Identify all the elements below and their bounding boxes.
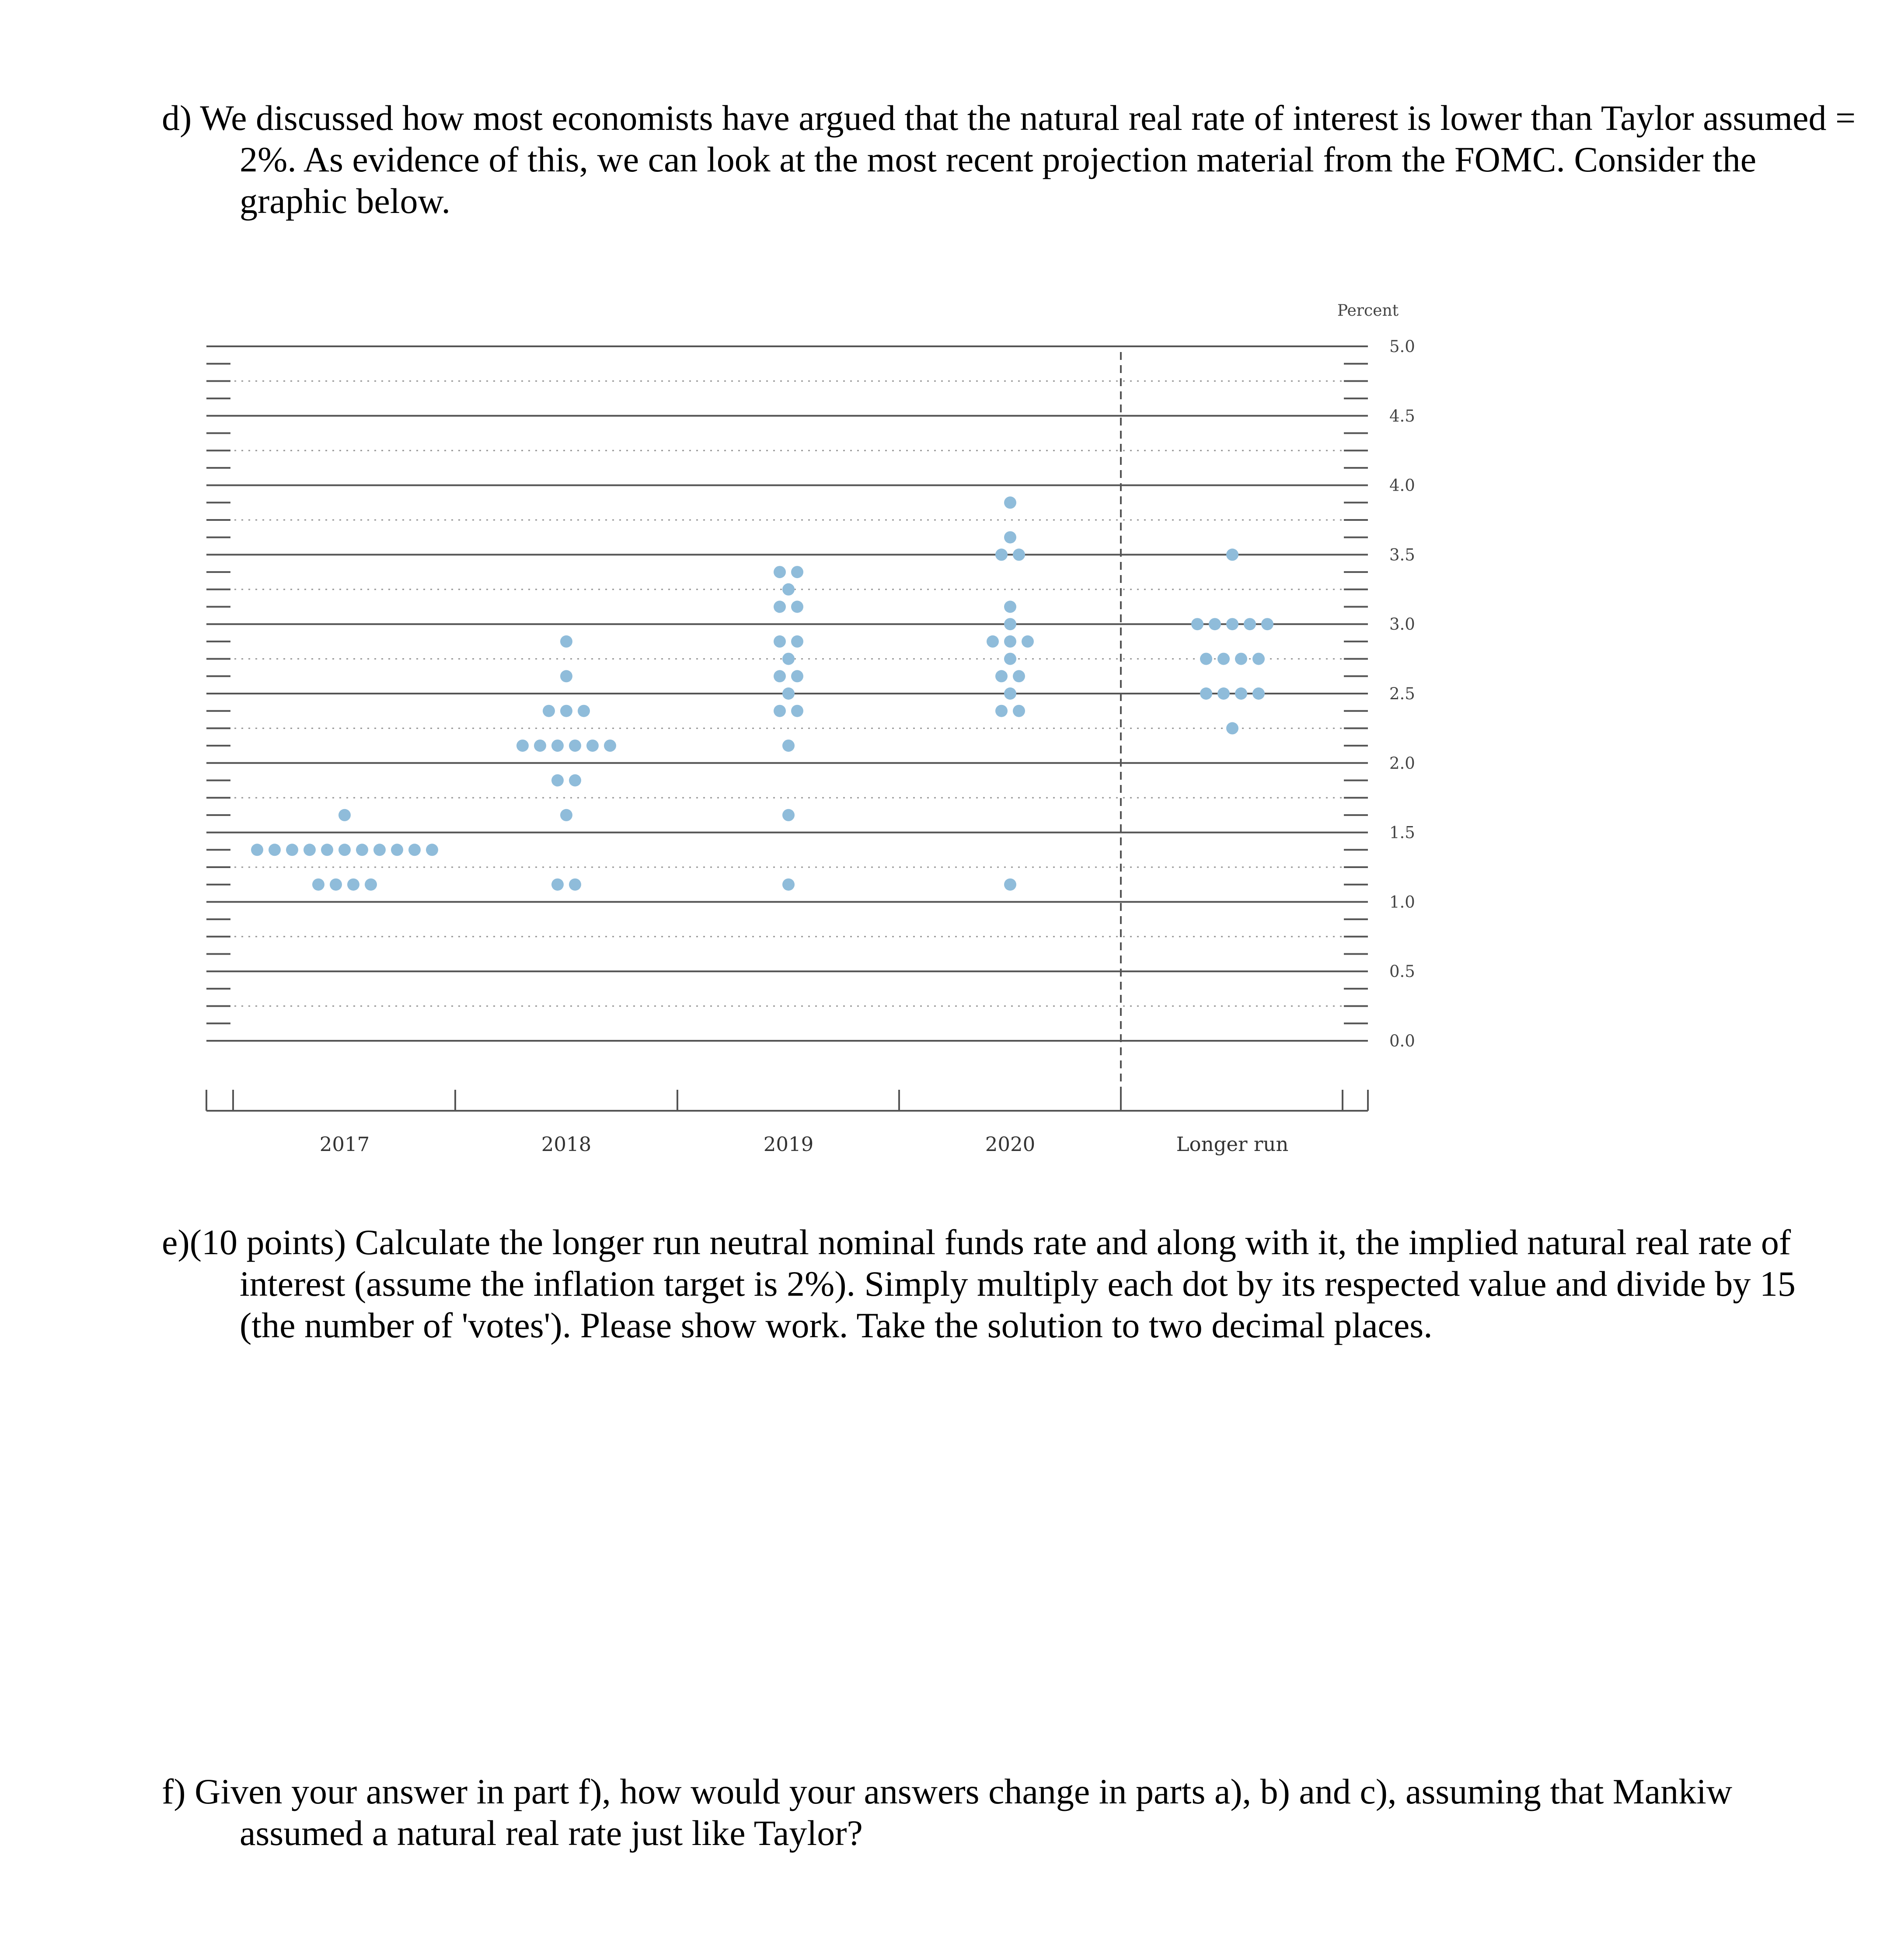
y-tick-label: 1.0 [1389,893,1415,912]
dot [782,653,795,665]
dot [791,635,803,648]
dot [791,601,803,613]
dot [356,844,368,856]
dot [303,844,316,856]
dot [569,774,581,787]
x-category-label: 2020 [985,1133,1036,1156]
dot [269,844,281,856]
y-tick-label: 1.5 [1389,823,1415,842]
dot [251,844,263,856]
x-category-label: 2018 [541,1133,592,1156]
dot [534,739,546,752]
dot [782,687,795,700]
dot [1004,496,1016,509]
dot [1004,653,1016,665]
dot [586,739,599,752]
x-category-label: 2017 [319,1133,370,1156]
dot [995,548,1008,561]
dot [782,583,795,596]
x-category-labels [320,1133,1289,1156]
y-tick-label: 0.0 [1389,1032,1415,1050]
dot [426,844,438,856]
dot [1004,531,1016,544]
y-tick-label: 4.5 [1389,406,1415,425]
question-d: d) We discussed how most economists have argued that the natural real rate of interest is lower than Taylor assumed = 2%. As evidence of this, we can look at the most recent projection material from the FOMC. Consider the graphic below. [162,98,1856,221]
dot [987,635,999,648]
y-tick-label: 4.0 [1389,476,1415,495]
dot [1013,548,1025,561]
x-axis [206,1090,1368,1111]
dot [1252,653,1265,665]
dot [330,879,342,891]
dot [1004,618,1016,630]
dot [1004,879,1016,891]
dot [569,739,581,752]
dot [391,844,403,856]
y-axis-unit-label: Percent [1337,302,1399,320]
dot [782,809,795,821]
x-category-label: Longer run [1176,1133,1289,1156]
dot [774,601,786,613]
dot [1226,722,1238,734]
dot [995,705,1008,717]
dot [1235,687,1247,700]
y-tick-label: 3.5 [1389,545,1415,565]
dot [543,705,555,717]
dot [551,774,564,787]
y-tick-label: 2.0 [1389,753,1415,773]
dot [1244,618,1256,630]
dot [1004,601,1016,613]
dot [774,705,786,717]
dot [1217,687,1230,700]
dot [1226,548,1238,561]
dot [1004,687,1016,700]
dot [312,879,324,891]
dot [1013,670,1025,682]
dot [578,705,590,717]
dot [1226,618,1238,630]
dot [373,844,386,856]
dot [995,670,1008,682]
dot [516,739,529,752]
dot [1200,687,1212,700]
dot [1200,653,1212,665]
dot [551,739,564,752]
x-category-label: 2019 [763,1133,814,1156]
dot [560,635,572,648]
dot [338,844,351,856]
y-tick-label: 0.5 [1389,962,1415,981]
dot [365,879,377,891]
dot [791,670,803,682]
y-tick-label: 3.0 [1389,615,1415,634]
dot [321,844,333,856]
dot [338,809,351,821]
question-f: f) Given your answer in part f), how would your answers change in parts a), b) and c), assuming that Mankiw assumed a natural real rate just like Taylor? [162,1772,1733,1853]
dot [791,566,803,578]
dot [347,879,359,891]
dot [782,739,795,752]
dot [1013,705,1025,717]
dot [774,635,786,648]
dot [560,705,572,717]
y-tick-label: 5.0 [1389,337,1415,356]
dot [774,566,786,578]
dot [774,670,786,682]
dot [569,879,581,891]
question-e: e)(10 points) Calculate the longer run neutral nominal funds rate and along with it, the implied natural real rate of interest (assume the inflation target is 2%). Simply multiply each dot by its respected value and divide by 15 (the number of 'votes'). Please show work. Take the solution to two decimal places. [162,1222,1796,1345]
dot [791,705,803,717]
dot [1217,653,1230,665]
dot [408,844,421,856]
dot [1022,635,1034,648]
dot [286,844,298,856]
dot [551,879,564,891]
y-tick-label: 2.5 [1389,684,1415,703]
dot [1004,635,1016,648]
dot [1209,618,1221,630]
dot [560,809,572,821]
dot [782,879,795,891]
dot [1235,653,1247,665]
dot [604,739,616,752]
dot [1252,687,1265,700]
dot [560,670,572,682]
dot [1261,618,1273,630]
dot [1191,618,1203,630]
y-tick-labels [1389,337,1415,1050]
